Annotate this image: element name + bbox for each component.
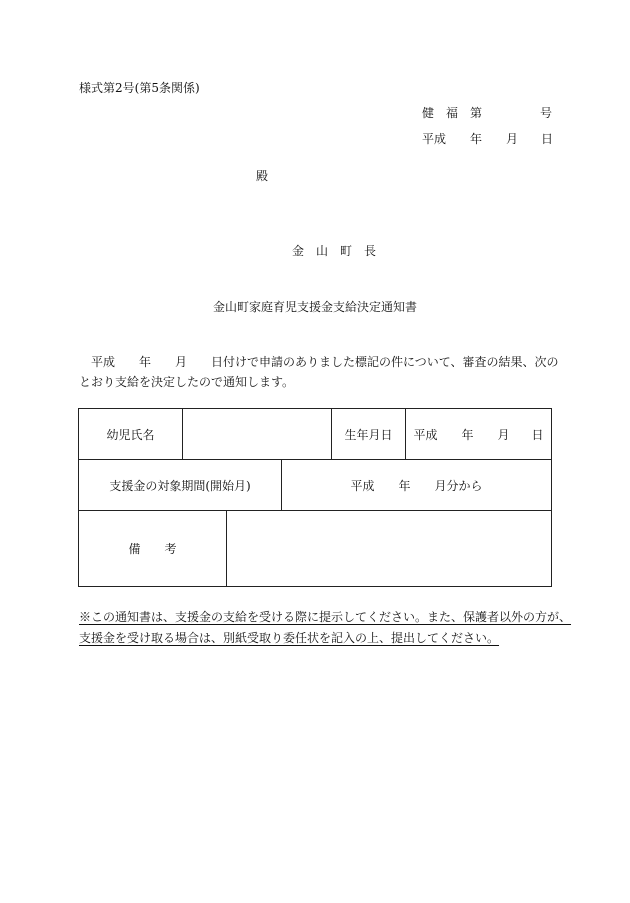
birthdate-value [406,409,551,459]
body-month-label: 月 [175,355,188,369]
doc-number-suffix: 号 [540,106,553,120]
issuer-char: 山 [316,244,329,258]
body-line-2: とおり支給を決定したので通知します。 [79,375,295,389]
note-line-2: 支援金を受け取る場合は、別紙受取り委任状を記入の上、提出してください。 [79,631,500,645]
birthdate-year-label: 年 [461,427,474,442]
document-title: 金山町家庭育児支援金支給決定通知書 [212,300,417,314]
note-line-1: ※この通知書は、支援金の支給を受ける際に提示してください。また、保護者以外の方が、 [79,610,572,624]
remarks-label-char-1: 備 [128,542,141,556]
issuer-char: 町 [340,244,353,258]
period-month-suffix: 月分から [434,478,483,493]
period-value [282,460,551,510]
doc-number-prefix-ken: 健 [422,106,435,120]
period-era: 平成 [350,478,375,493]
doc-number-prefix-dai: 第 [470,106,483,120]
issuer-char: 金 [292,244,305,258]
issue-date-year-label: 年 [470,132,483,146]
birthdate-era: 平成 [413,427,438,442]
birthdate-label: 生年月日 [344,427,393,442]
body-era: 平成 [91,355,116,369]
decision-table [78,408,552,587]
birthdate-day-label: 日 [531,427,544,442]
issue-date-day-label: 日 [541,132,554,146]
remarks-value [227,511,551,586]
body-line-1-rest: 日付けで申請のありました標記の件について、審査の結果、次の [211,355,559,369]
notice-note [79,607,571,649]
recipient-suffix: 殿 [256,169,269,183]
child-name-value [183,409,331,459]
child-name-label: 幼児氏名 [106,427,155,442]
issue-date-month-label: 月 [506,132,519,146]
issue-date-era: 平成 [422,132,447,146]
birthdate-month-label: 月 [497,427,510,442]
issuer-name [292,245,388,257]
remarks-label-char-2: 考 [164,542,177,556]
remarks-label [79,511,226,586]
form-number: 様式第2号(第5条関係) [79,81,200,95]
body-year-label: 年 [139,355,152,369]
body-paragraph [79,352,559,392]
issuer-char: 長 [364,244,377,258]
body-line-1 [79,352,559,372]
doc-number-prefix-fuku: 福 [446,106,459,120]
period-year-label: 年 [398,478,411,493]
period-label: 支援金の対象期間(開始月) [109,478,251,493]
